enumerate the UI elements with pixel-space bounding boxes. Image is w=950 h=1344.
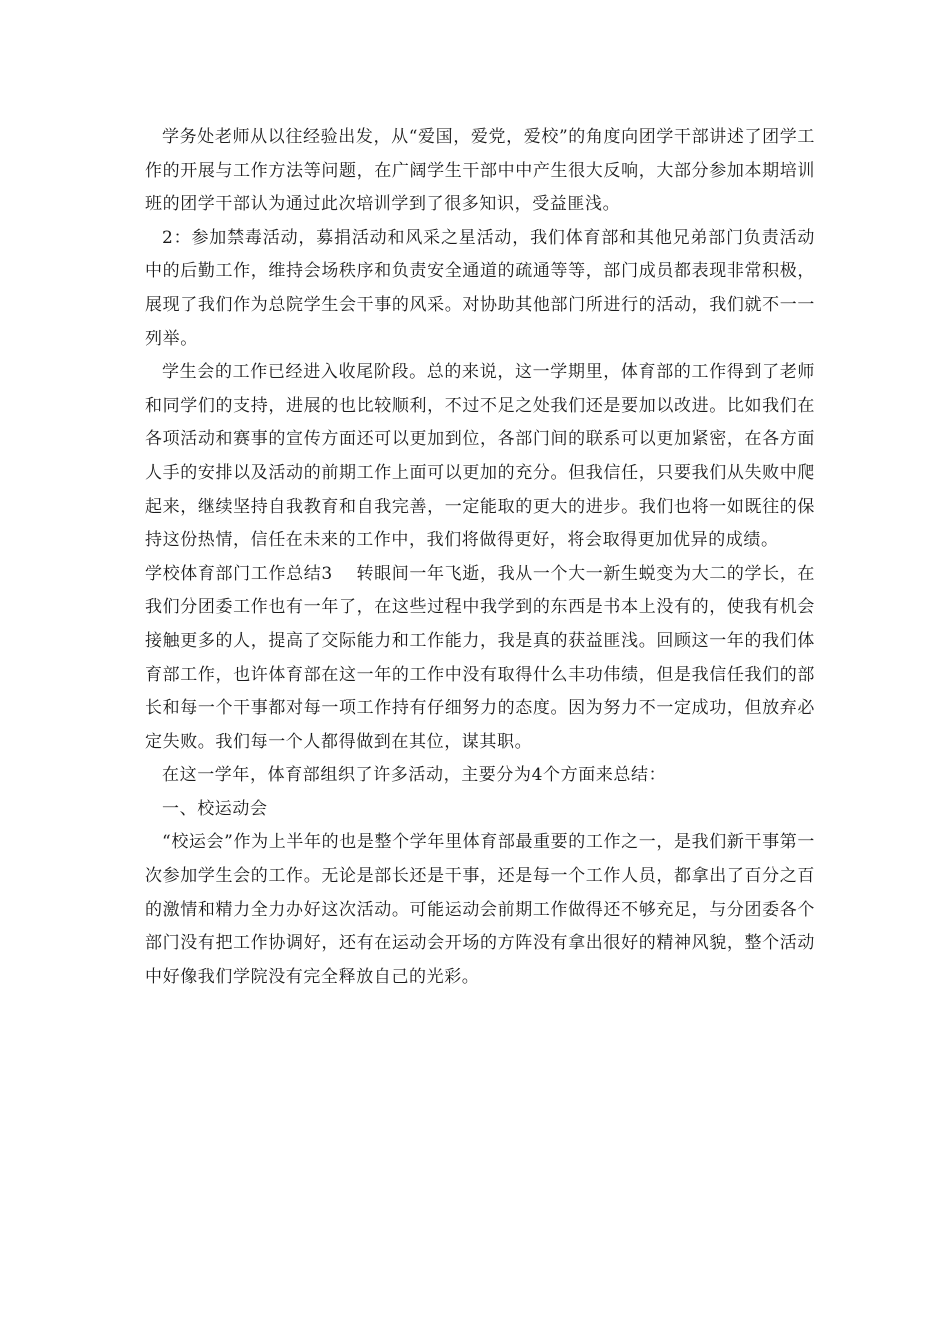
paragraph-year-overview: 在这一学年，体育部组织了许多活动，主要分为4个方面来总结：	[162, 765, 667, 786]
paragraph-training-feedback: 学务处老师从以往经验出发，从“爱国，爱党，爱校”的角度向团学干部讲述了团学工作的开展与工作方法等问题，在广阔学生干部中中产生很大反响，大部分参加本期培训班的团学干部认为通过此次培训学到了很多知识，受益匪浅。	[145, 127, 815, 215]
paragraph-semester-summary: 学生会的工作已经进入收尾阶段。总的来说，这一学期里，体育部的工作得到了老师和同学们的支持，进展的也比较顺利，不过不足之处我们还是要加以改进。比如我们在各项活动和赛事的宣传方面还可以更加到位，各部门间的联系可以更加紧密，在各方面人手的安排以及活动的前期工作上面可以更加的充分。但我信任，只要我们从失败中爬起来，继续坚持自我教育和自我完善，一定能取的更大的进步。我们也将一如既往的保持这份热情，信任在未来的工作中，我们将做得更好，将会取得更加优异的成绩。	[145, 362, 815, 551]
paragraph-activities-support: 2：参加禁毒活动，募捐活动和风采之星活动，我们体育部和其他兄弟部门负责活动中的后勤工作，维持会场秩序和负责安全通道的疏通等等，部门成员都表现非常积极，展现了我们作为总院学生会干事的风采。对协助其他部门所进行的活动，我们就不一一列举。	[145, 227, 815, 349]
paragraph-summary-3-intro: 学校体育部门工作总结3 转眼间一年飞逝，我从一个大一新生蜕变为大二的学长，在我们分团委工作也有一年了，在这些过程中我学到的东西是书本上没有的，使我有机会接触更多的人，提高了交际能力和工作能力，我是真的获益匪浅。回顾这一年的我们体育部工作，也许体育部在这一年的工作中没有取得什么丰功伟绩，但是我信任我们的部长和每一个干事都对每一项工作持有仔细努力的态度。因为努力不一定成功，但放弃必定失败。我们每一个人都得做到在其位，谋其职。	[145, 563, 815, 752]
document-body	[145, 121, 815, 994]
section-heading-sports-meet: 一、校运动会	[162, 798, 268, 819]
paragraph-sports-meet: “校运会”作为上半年的也是整个学年里体育部最重要的工作之一，是我们新干事第一次参加学生会的工作。无论是部长还是干事，还是每一个工作人员，都拿出了百分之百的激情和精力全力办好这次活动。可能运动会前期工作做得还不够充足，与分团委各个部门没有把工作协调好，还有在运动会开场的方阵没有拿出很好的精神风貌，整个活动中好像我们学院没有完全释放自己的光彩。	[145, 832, 815, 987]
